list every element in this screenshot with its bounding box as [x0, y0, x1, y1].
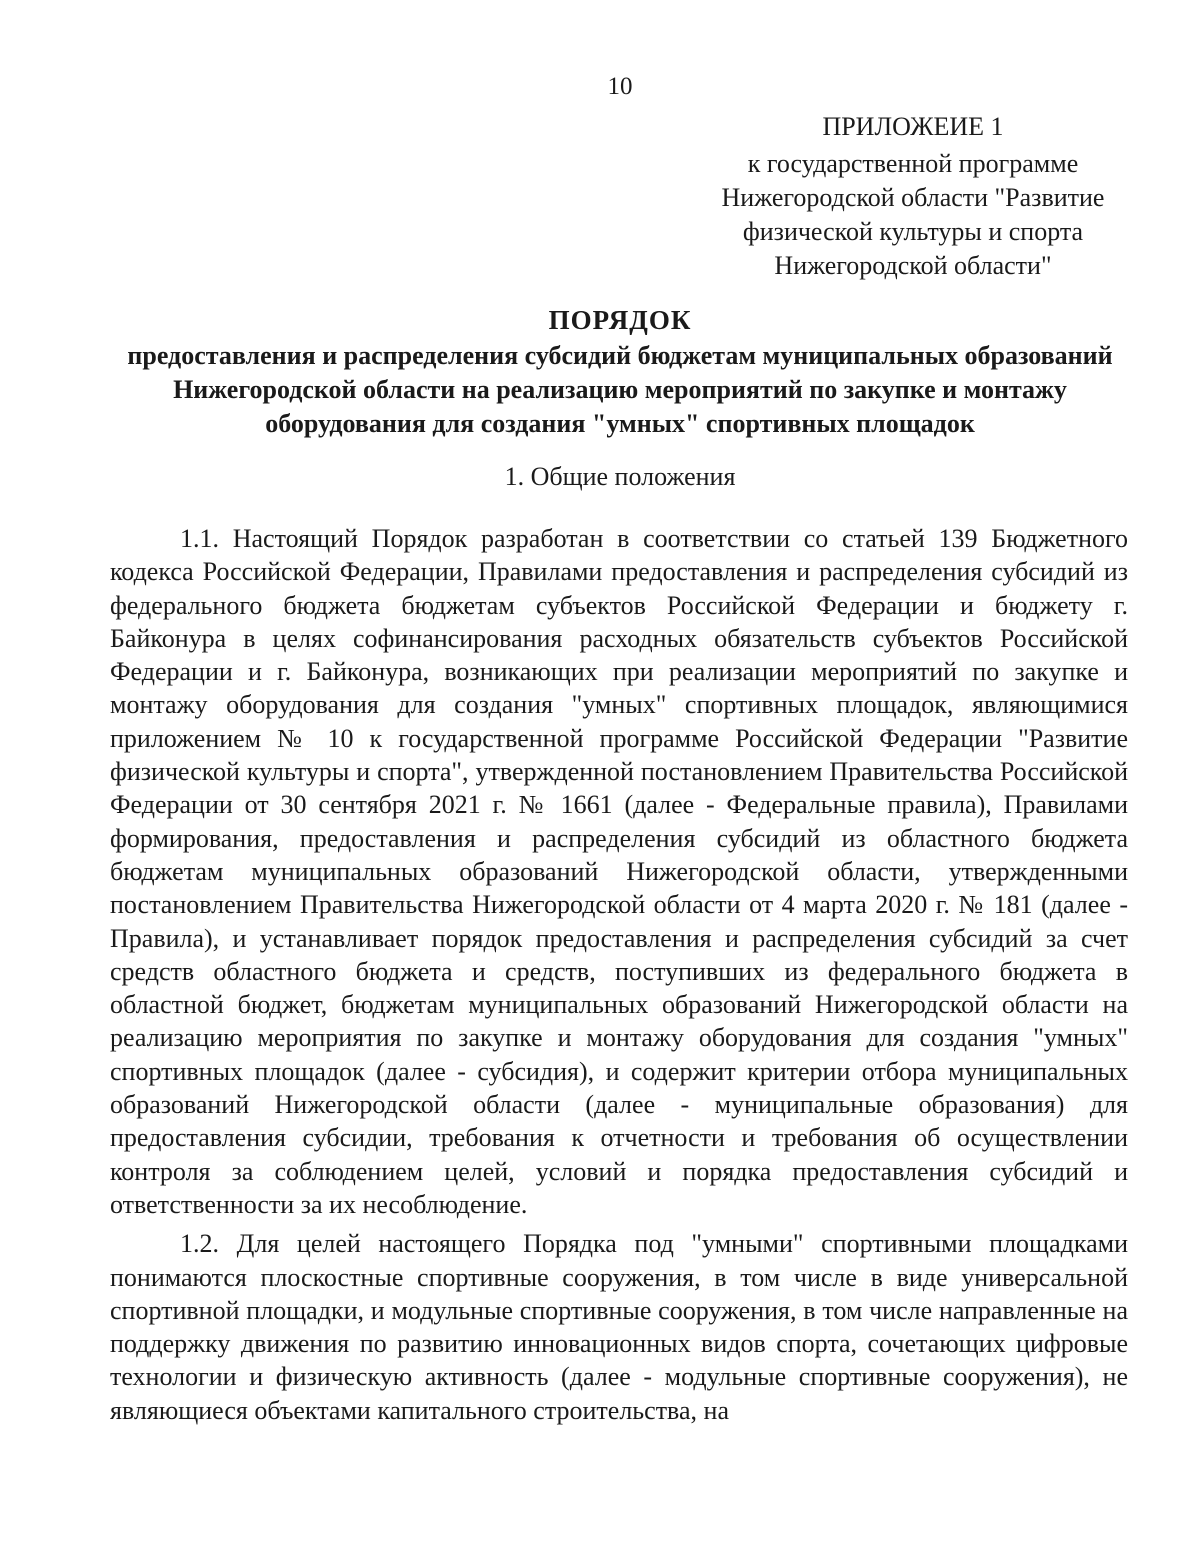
document-subtitle: предоставления и распределения субсидий бюджетам муниципальных образований Нижегородской области на реализацию мероприятий по закупке и монтажу оборудования для создания "умных" спортивных площадок: [127, 341, 1113, 438]
section-heading: 1. Общие положения: [504, 462, 736, 491]
page-number: 10: [607, 73, 633, 100]
paragraph-1-2: 1.2. Для целей настоящего Порядка под "умными" спортивными площадками понимаются плоскостные спортивные сооружения, в том числе в виде универсальной спортивной площадки, и модульные спортивные сооружения, в том числе направленные на поддержку движения по развитию инновационных видов спорта, сочетающих цифровые технологии и физическую активность (далее - модульные спортивные сооружения), не являющиеся объектами капитального строительства, на: [110, 1229, 1128, 1425]
appendix-body: к государственной программе Нижегородской области "Развитие физической культуры и спорта Нижегородской области": [721, 149, 1105, 280]
document-body: [110, 522, 1128, 1433]
paragraph-1-1: 1.1. Настоящий Порядок разработан в соответствии со статьей 139 Бюджетного кодекса Российской Федерации, Правилами предоставления и распределения субсидий из федерального бюджета бюджетам субъектов Российской Федерации и бюджету г. Байконура в целях софинансирования расходных обязательств субъектов Российской Федерации и г. Байконура, возникающих при реализации мероприятий по закупке и монтажу оборудования для создания "умных" спортивных площадок, являющимися приложением № 10 к государственной программе Российской Федерации "Развитие физической культуры и спорта", утвержденной постановлением Правительства Российской Федерации от 30 сентября 2021 г. № 1661 (далее - Федеральные правила), Правилами формирования, предоставления и распределения субсидий из областного бюджета бюджетам муниципальных образований Нижегородской области, утвержденными постановлением Правительства Нижегородской области от 4 марта 2020 г. № 181 (далее - Правила), и устанавливает порядок предоставления и распределения субсидий за счет средств областного бюджета и средств, поступивших из федерального бюджета в областной бюджет, бюджетам муниципальных образований Нижегородской области на реализацию мероприятия по закупке и монтажу оборудования для создания "умных" спортивных площадок (далее - субсидия), и содержит критерии отбора муниципальных образований Нижегородской области (далее - муниципальные образования) для предоставления субсидии, требования к отчетности и требования об осуществлении контроля за соблюдением целей, условий и порядка предоставления субсидий и ответственности за их несоблюдение.: [110, 524, 1128, 1219]
document-header: [110, 303, 1130, 441]
document-title: ПОРЯДОК: [548, 305, 692, 335]
appendix-block: [694, 110, 1132, 283]
appendix-title: ПРИЛОЖЕИЕ 1: [822, 112, 1004, 141]
